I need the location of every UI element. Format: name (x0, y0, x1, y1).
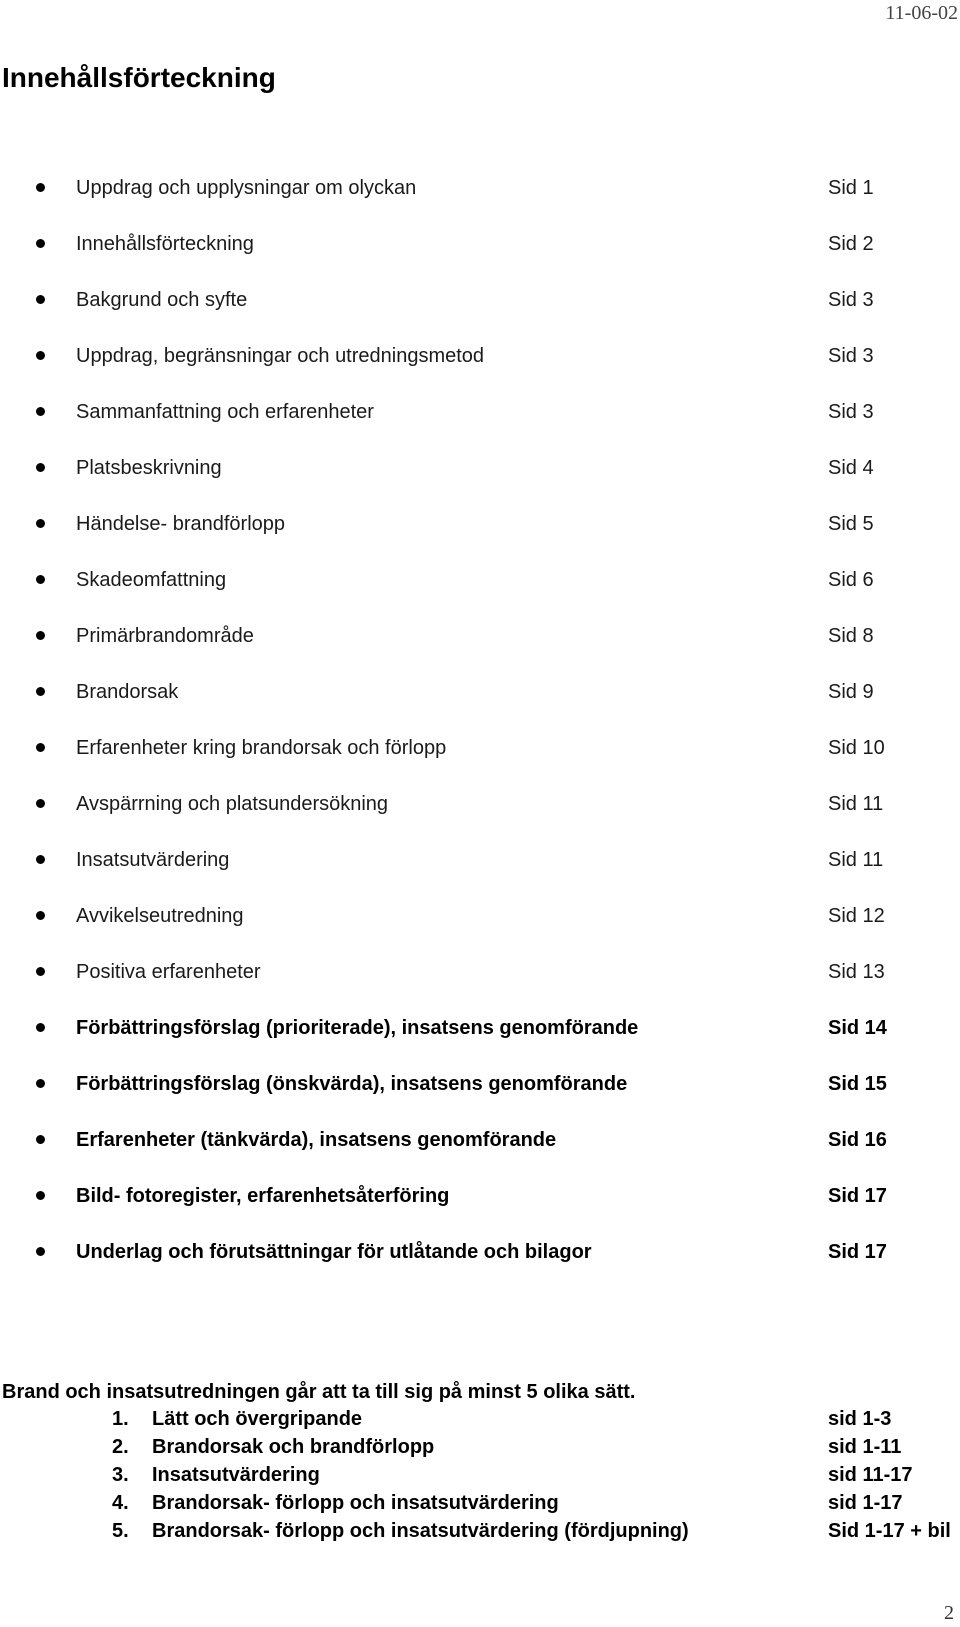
toc-entry-label: Erfarenheter (tänkvärda), insatsens genomförande (76, 1129, 557, 1151)
toc-entry-page: Sid 9 (828, 681, 874, 703)
toc-entry (0, 565, 960, 621)
toc-entry (0, 229, 960, 285)
reading-method (0, 1517, 960, 1545)
reading-method-number: 3. (112, 1464, 129, 1486)
toc-entry (0, 845, 960, 901)
bullet-icon (36, 1247, 45, 1256)
toc-entry (0, 1013, 960, 1069)
toc-entry-page: Sid 12 (828, 905, 885, 927)
reading-method-number: 2. (112, 1436, 129, 1458)
toc-entry (0, 453, 960, 509)
reading-method-label: Brandorsak och brandförlopp (152, 1436, 435, 1458)
toc-entry-label: Skadeomfattning (76, 569, 227, 591)
page-title: Innehållsförteckning (2, 62, 276, 93)
toc-entry-label: Sammanfattning och erfarenheter (76, 401, 374, 423)
toc-entry-page: Sid 14 (828, 1017, 887, 1039)
toc-entry (0, 173, 960, 229)
toc-entry-page: Sid 13 (828, 961, 885, 983)
toc-entry-page: Sid 4 (828, 457, 874, 479)
toc-entry (0, 509, 960, 565)
toc-entry-label: Uppdrag och upplysningar om olyckan (76, 177, 417, 199)
reading-method-pages: sid 1-17 (828, 1492, 903, 1514)
reading-method-pages: sid 1-11 (828, 1436, 902, 1458)
bullet-icon (36, 687, 45, 696)
reading-method-label: Brandorsak- förlopp och insatsutvärdering (fördjupning) (152, 1520, 689, 1542)
toc-entry-page: Sid 3 (828, 289, 874, 311)
reading-method-label: Brandorsak- förlopp och insatsutvärdering (152, 1492, 559, 1514)
toc-entry-page: Sid 1 (828, 177, 874, 199)
toc-entry-page: Sid 11 (828, 849, 884, 871)
toc-entry-label: Avvikelseutredning (76, 905, 244, 927)
bullet-icon (36, 239, 45, 248)
toc-entry-page: Sid 3 (828, 345, 874, 367)
bullet-icon (36, 575, 45, 584)
toc-entry-page: Sid 15 (828, 1073, 887, 1095)
toc-entry-page: Sid 3 (828, 401, 874, 423)
bullet-icon (36, 967, 45, 976)
toc-entry-label: Underlag och förutsättningar för utlåtande och bilagor (76, 1241, 592, 1263)
reading-method-label: Insatsutvärdering (152, 1464, 320, 1486)
toc-entry-page: Sid 16 (828, 1129, 887, 1151)
toc-entry-label: Platsbeskrivning (76, 457, 222, 479)
toc-entry (0, 733, 960, 789)
toc-entry-page: Sid 6 (828, 569, 874, 591)
document-date: 11-06-02 (885, 2, 958, 24)
reading-method-pages: Sid 1-17 + bil (828, 1520, 951, 1542)
toc-entry-page: Sid 17 (828, 1241, 887, 1263)
toc-entry-label: Brandorsak (76, 681, 179, 703)
bullet-icon (36, 631, 45, 640)
bullet-icon (36, 799, 45, 808)
reading-method (0, 1461, 960, 1489)
reading-method-number: 5. (112, 1520, 129, 1542)
toc-entry (0, 957, 960, 1013)
bullet-icon (36, 911, 45, 920)
bullet-icon (36, 183, 45, 192)
bullet-icon (36, 407, 45, 416)
bullet-icon (36, 1023, 45, 1032)
bullet-icon (36, 1191, 45, 1200)
toc-entry-page: Sid 8 (828, 625, 874, 647)
reading-method-number: 1. (112, 1408, 129, 1430)
toc-entry-label: Händelse- brandförlopp (76, 513, 286, 535)
bullet-icon (36, 743, 45, 752)
toc-entry (0, 1125, 960, 1181)
toc-entry (0, 789, 960, 845)
reading-method-pages: sid 1-3 (828, 1408, 892, 1430)
reading-method (0, 1405, 960, 1433)
toc-entry-page: Sid 17 (828, 1185, 887, 1207)
toc-entry-label: Förbättringsförslag (prioriterade), insatsens genomförande (76, 1017, 639, 1039)
toc-entry-label: Avspärrning och platsundersökning (76, 793, 389, 815)
toc-entry-label: Erfarenheter kring brandorsak och förlopp (76, 737, 447, 759)
toc-entry (0, 901, 960, 957)
toc-entry-label: Positiva erfarenheter (76, 961, 261, 983)
toc-entry-page: Sid 10 (828, 737, 885, 759)
bullet-icon (36, 855, 45, 864)
toc-entry (0, 1069, 960, 1125)
bullet-icon (36, 351, 45, 360)
toc-entry (0, 285, 960, 341)
bullet-icon (36, 519, 45, 528)
toc-entry-page: Sid 2 (828, 233, 874, 255)
toc-entry-label: Bild- fotoregister, erfarenhetsåterföring (76, 1185, 450, 1207)
toc-entry-label: Primärbrandområde (76, 625, 254, 647)
toc-entry (0, 677, 960, 733)
reading-method-pages: sid 11-17 (828, 1464, 913, 1486)
toc-entry-label: Insatsutvärdering (76, 849, 230, 871)
bullet-icon (36, 1135, 45, 1144)
toc-entry (0, 341, 960, 397)
toc-entry-label: Innehållsförteckning (76, 233, 254, 255)
bullet-icon (36, 463, 45, 472)
bullet-icon (36, 1079, 45, 1088)
reading-method-number: 4. (112, 1492, 129, 1514)
page-number: 2 (944, 1602, 954, 1624)
reading-methods-list (0, 1405, 960, 1545)
toc-entry-label: Förbättringsförslag (önskvärda), insatsens genomförande (76, 1073, 628, 1095)
toc-entry (0, 1237, 960, 1293)
toc-entry-page: Sid 11 (828, 793, 884, 815)
reading-method-label: Lätt och övergripande (152, 1408, 363, 1430)
toc-entry (0, 397, 960, 453)
toc-entry-label: Bakgrund och syfte (76, 289, 248, 311)
toc-entry (0, 621, 960, 677)
reading-method (0, 1433, 960, 1461)
toc-entry-page: Sid 5 (828, 513, 874, 535)
reading-method (0, 1489, 960, 1517)
table-of-contents (0, 173, 960, 1293)
toc-entry (0, 1181, 960, 1237)
bullet-icon (36, 295, 45, 304)
reading-guide-intro: Brand och insatsutredningen går att ta till sig på minst 5 olika sätt. (2, 1381, 636, 1403)
toc-entry-label: Uppdrag, begränsningar och utredningsmetod (76, 345, 485, 367)
